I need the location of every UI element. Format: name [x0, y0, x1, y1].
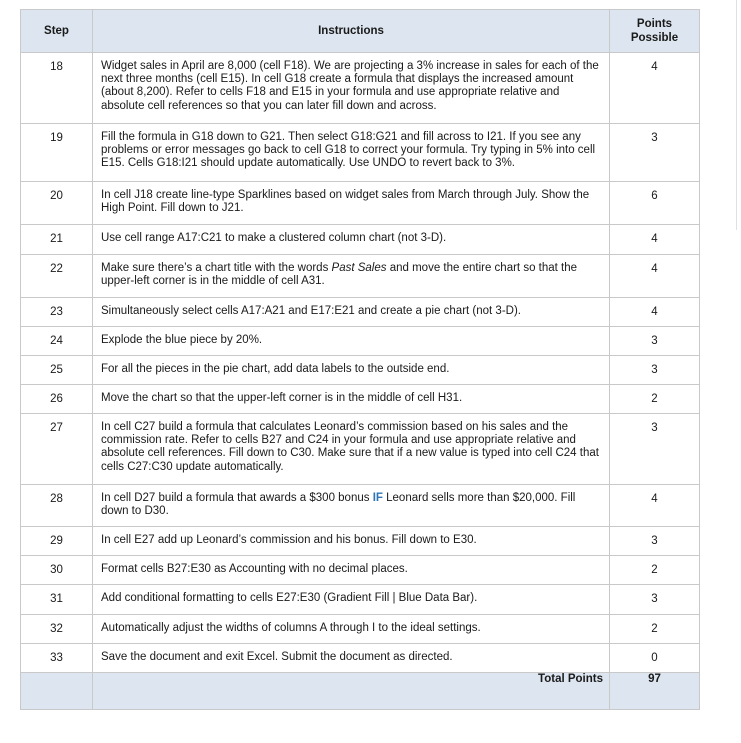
points-value: 3 — [610, 356, 700, 385]
points-value: 4 — [610, 255, 700, 298]
step-number: 26 — [21, 385, 93, 414]
instruction-text: Fill the formula in G18 down to G21. Then select G18:G21 and fill across to I21. If you see any problems or error messages go back to cell G18 to correct your formula. Try typing in 5% into cell E15. Cells G18:I21 should update automatically. Use UNDO to revert back to 3%. — [93, 124, 610, 182]
step-number: 33 — [21, 644, 93, 673]
header-instructions: Instructions — [93, 10, 610, 53]
instruction-text-part: Leonard sells more than $20,000. Fill down to D30. — [101, 492, 576, 518]
instruction-text: For all the pieces in the pie chart, add data labels to the outside end. — [93, 356, 610, 385]
instruction-text: Simultaneously select cells A17:A21 and E17:E21 and create a pie chart (not 3-D). — [93, 298, 610, 327]
table-row — [21, 414, 700, 485]
points-value: 4 — [610, 485, 700, 527]
table-row — [21, 298, 700, 327]
instruction-text: Use cell range A17:C21 to make a clustered column chart (not 3-D). — [93, 225, 610, 255]
instruction-text: Save the document and exit Excel. Submit the document as directed. — [93, 644, 610, 673]
header-step: Step — [21, 10, 93, 53]
points-value: 4 — [610, 53, 700, 124]
points-value: 6 — [610, 182, 700, 225]
table-row — [21, 585, 700, 615]
table-row — [21, 225, 700, 255]
points-value: 3 — [610, 327, 700, 356]
points-value: 2 — [610, 615, 700, 644]
instruction-text-part: In cell D27 build a formula that awards a $300 bonus — [101, 492, 373, 504]
points-value: 4 — [610, 225, 700, 255]
instruction-text-part: Make sure there’s a chart title with the words — [101, 262, 332, 274]
table-row — [21, 327, 700, 356]
step-number: 23 — [21, 298, 93, 327]
step-number: 22 — [21, 255, 93, 298]
instruction-text: Widget sales in April are 8,000 (cell F18). We are projecting a 3% increase in sales for each of the next three months (cell E15). In cell G18 create a formula that displays the increased amount (about 8,200). Refer to cells F18 and E15 in your formula and use appropriate relative and absolute cell references so that you can later fill down and across. — [93, 53, 610, 124]
step-number: 18 — [21, 53, 93, 124]
table-row — [21, 644, 700, 673]
instruction-text: Format cells B27:E30 as Accounting with no decimal places. — [93, 556, 610, 585]
chart-title-emphasis: Past Sales — [331, 262, 387, 274]
table-row — [21, 385, 700, 414]
total-points-label: Total Points — [93, 673, 610, 710]
step-number: 20 — [21, 182, 93, 225]
table-header — [21, 10, 700, 53]
instruction-text — [93, 255, 610, 298]
header-points-line2: Possible — [630, 32, 679, 44]
header-points — [610, 10, 700, 53]
points-value: 2 — [610, 385, 700, 414]
table-row — [21, 124, 700, 182]
table-row — [21, 53, 700, 124]
instruction-text: In cell J18 create line-type Sparklines based on widget sales from March through July. Show the High Point. Fill down to J21. — [93, 182, 610, 225]
points-value: 0 — [610, 644, 700, 673]
points-value: 3 — [610, 527, 700, 556]
step-number: 25 — [21, 356, 93, 385]
instruction-text: Explode the blue piece by 20%. — [93, 327, 610, 356]
step-number: 19 — [21, 124, 93, 182]
step-number: 31 — [21, 585, 93, 615]
step-number: 30 — [21, 556, 93, 585]
points-value: 3 — [610, 585, 700, 615]
points-value: 3 — [610, 414, 700, 485]
table-row — [21, 356, 700, 385]
total-points-value: 97 — [610, 673, 700, 710]
step-number: 24 — [21, 327, 93, 356]
step-number: 28 — [21, 485, 93, 527]
instruction-text: Add conditional formatting to cells E27:E30 (Gradient Fill | Blue Data Bar). — [93, 585, 610, 615]
table-row — [21, 255, 700, 298]
points-value: 2 — [610, 556, 700, 585]
instruction-text: Automatically adjust the widths of columns A through I to the ideal settings. — [93, 615, 610, 644]
header-points-line1: Points — [636, 18, 673, 30]
instruction-text-part: and move the entire chart so that the upper-left corner is in the middle of cell A31. — [101, 262, 578, 288]
table-row — [21, 485, 700, 527]
instruction-text — [93, 485, 610, 527]
table-row — [21, 527, 700, 556]
table-row — [21, 182, 700, 225]
step-number: 27 — [21, 414, 93, 485]
instructions-table — [20, 9, 700, 710]
instruction-text: In cell E27 add up Leonard’s commission and his bonus. Fill down to E30. — [93, 527, 610, 556]
footer-blank-cell — [21, 673, 93, 710]
step-number: 29 — [21, 527, 93, 556]
if-function-keyword: IF — [372, 492, 383, 504]
step-number: 21 — [21, 225, 93, 255]
step-number: 32 — [21, 615, 93, 644]
points-value: 4 — [610, 298, 700, 327]
instruction-text: Move the chart so that the upper-left corner is in the middle of cell H31. — [93, 385, 610, 414]
table-row — [21, 615, 700, 644]
table-row — [21, 556, 700, 585]
points-value: 3 — [610, 124, 700, 182]
page-edge-rule — [736, 0, 737, 230]
table-footer — [21, 673, 700, 710]
instruction-text: In cell C27 build a formula that calculates Leonard’s commission based on his sales and the commission rate. Refer to cells B27 and C24 in your formula and use appropriate relative and absolute cell references. Fill down to C30. Make sure that if a new value is typed into cell C24 that cells C27:C30 update automatically. — [93, 414, 610, 485]
